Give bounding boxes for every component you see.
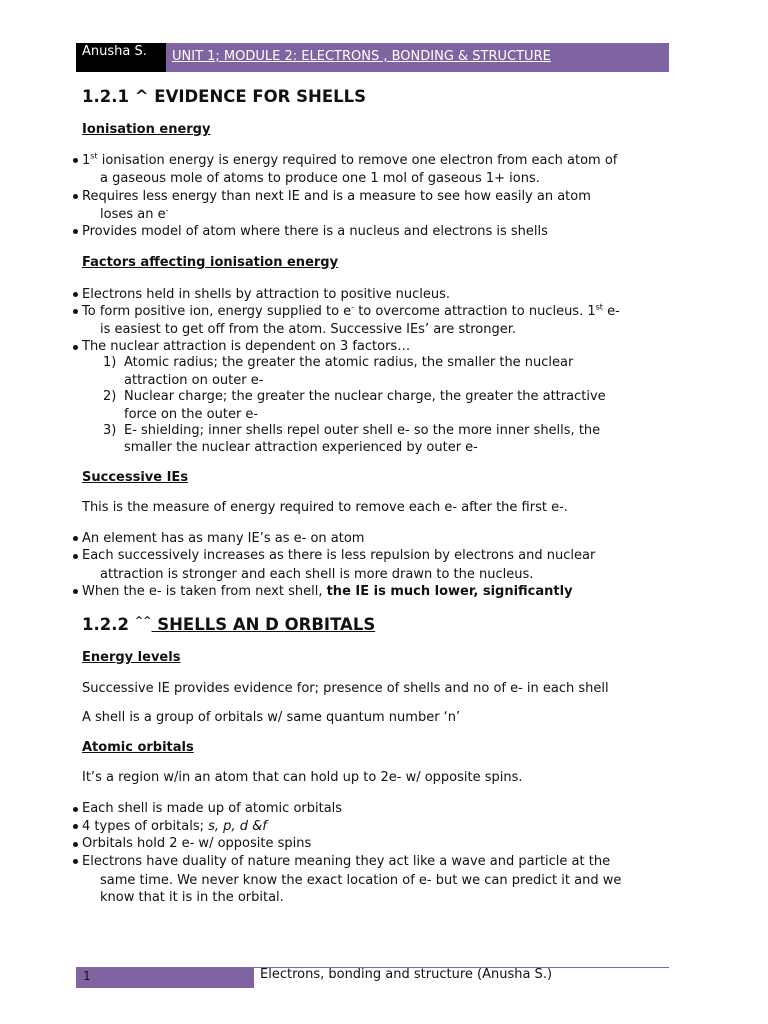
subheading-ionisation-energy: Ionisation energy xyxy=(82,122,211,137)
bullet xyxy=(73,345,78,350)
section-heading-shells-and-orbitals: 1.2.2 ^^ SHELLS AN D ORBITALS xyxy=(82,615,376,634)
successive-bullet-2-line-1: Each successively increases as there is less repulsion by electrons and nuclear xyxy=(82,548,596,563)
factors-bullet-1: Electrons held in shells by attraction to positive nucleus. xyxy=(82,287,450,302)
subheading-factors: Factors affecting ionisation energy xyxy=(82,255,339,270)
bullet xyxy=(73,292,78,297)
orbitals-bullet-1: Each shell is made up of atomic orbitals xyxy=(82,801,343,816)
ionisation-bullet-2-line-2: loses an e- xyxy=(100,205,169,222)
successive-bullet-1: An element has as many IE’s as e- on atom xyxy=(82,531,365,546)
section-heading-evidence-for-shells: 1.2.1 ^ EVIDENCE FOR SHELLS xyxy=(82,87,366,106)
bullet xyxy=(73,536,78,541)
successive-bullet-2-line-2: attraction is stronger and each shell is more drawn to the nucleus. xyxy=(100,567,534,582)
orbitals-paragraph: It’s a region w/in an atom that can hold up to 2e- w/ opposite spins. xyxy=(82,770,523,785)
bullet xyxy=(73,589,78,594)
bullet xyxy=(73,194,78,199)
energy-paragraph-1: Successive IE provides evidence for; presence of shells and no of e- in each shell xyxy=(82,681,609,696)
bullet xyxy=(73,824,78,829)
orbitals-bullet-4-line-3: know that it is in the orbital. xyxy=(100,890,284,905)
orbitals-bullet-4-line-1: Electrons have duality of nature meaning they act like a wave and particle at the xyxy=(82,854,611,869)
bullet xyxy=(73,859,78,864)
energy-paragraph-2: A shell is a group of orbitals w/ same quantum number ‘n’ xyxy=(82,710,461,725)
orbitals-bullet-2: 4 types of orbitals; s, p, d &f xyxy=(82,819,267,834)
bullet xyxy=(73,807,78,812)
orbitals-bullet-4-line-2: same time. We never know the exact location of e- but we can predict it and we xyxy=(100,873,622,888)
orbitals-bullet-3: Orbitals hold 2 e- w/ opposite spins xyxy=(82,836,312,851)
factor-number-2: 2) xyxy=(103,389,117,404)
footer-text: Electrons, bonding and structure (Anusha S.) xyxy=(260,967,553,982)
factor-number-3: 3) xyxy=(103,423,117,438)
factors-bullet-2-line-2: is easiest to get off from the atom. Successive IEs’ are stronger. xyxy=(100,322,517,337)
subheading-energy-levels: Energy levels xyxy=(82,650,181,665)
ionisation-bullet-2-line-1: Requires less energy than next IE and is a measure to see how easily an atom xyxy=(82,189,591,204)
successive-bullet-3: When the e- is taken from next shell, the IE is much lower, significantly xyxy=(82,584,573,599)
factor-number-1: 1) xyxy=(103,355,117,370)
bullet xyxy=(73,229,78,234)
factors-bullet-3: The nuclear attraction is dependent on 3 factors… xyxy=(82,339,411,354)
bullet xyxy=(73,309,78,314)
factor-2-line-1: Nuclear charge; the greater the nuclear charge, the greater the attractive xyxy=(124,389,606,404)
ionisation-bullet-3: Provides model of atom where there is a nucleus and electrons is shells xyxy=(82,224,548,239)
subheading-successive-ies: Successive IEs xyxy=(82,470,189,485)
footer-page-number: 1 xyxy=(76,968,254,988)
factor-3-line-1: E- shielding; inner shells repel outer shell e- so the more inner shells, the xyxy=(124,423,601,438)
successive-paragraph: This is the measure of energy required to remove each e- after the first e-. xyxy=(82,500,568,515)
bullet xyxy=(73,158,78,163)
factors-bullet-2-line-1: To form positive ion, energy supplied to e- to overcome attraction to nucleus. 1st e- xyxy=(82,302,620,319)
ionisation-bullet-1-line-1: 1st ionisation energy is energy required to remove one electron from each atom of xyxy=(82,151,618,168)
factor-3-line-2: smaller the nuclear attraction experienced by outer e- xyxy=(124,440,478,455)
subheading-atomic-orbitals: Atomic orbitals xyxy=(82,740,194,755)
bullet xyxy=(73,842,78,847)
bullet xyxy=(73,554,78,559)
factor-1-line-1: Atomic radius; the greater the atomic radius, the smaller the nuclear xyxy=(124,355,574,370)
header-title: UNIT 1; MODULE 2: ELECTRONS , BONDING & STRUCTURE xyxy=(166,43,669,72)
ionisation-bullet-1-line-2: a gaseous mole of atoms to produce one 1 mol of gaseous 1+ ions. xyxy=(100,171,540,186)
header-author: Anusha S. xyxy=(76,43,166,72)
factor-2-line-2: force on the outer e- xyxy=(124,407,259,422)
factor-1-line-2: attraction on outer e- xyxy=(124,373,264,388)
